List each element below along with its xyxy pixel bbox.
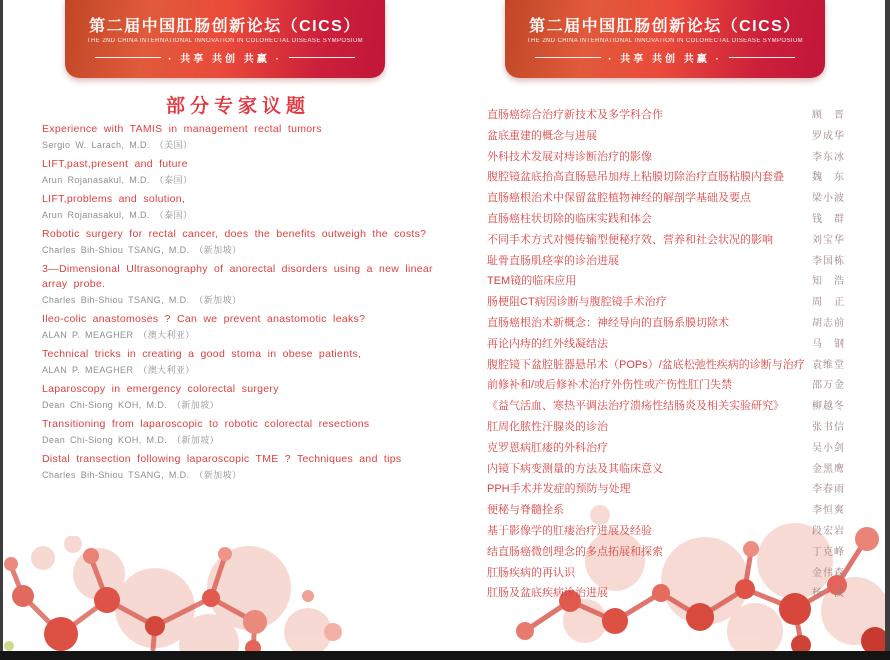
chinese-topic-list	[487, 106, 845, 605]
agenda-topic: 腹腔镜盆底抬高直肠悬吊加痔上粘膜切除治疗直肠粘膜内套叠	[487, 171, 784, 184]
agenda-item-cn	[487, 501, 845, 522]
agenda-item-cn	[487, 314, 845, 335]
agenda-item-cn	[487, 168, 845, 189]
agenda-speaker: 邵万金	[812, 380, 845, 392]
agenda-speaker: 张书信	[812, 421, 845, 433]
agenda-speaker: 李国栋	[812, 255, 845, 267]
agenda-topic: 3—Dimensional Ultrasonography of anorectal disorders using a new linear array probe.	[42, 263, 433, 290]
agenda-topic: 盆底重建的概念与进展	[487, 129, 597, 142]
agenda-speaker: 顾 晋	[812, 110, 845, 121]
english-topic-list	[42, 122, 456, 487]
agenda-speaker: 李恒爽	[812, 505, 845, 517]
agenda-speaker: 李春雨	[812, 484, 845, 496]
tagline-rule-left	[535, 57, 601, 58]
agenda-speaker: 段宏岩	[812, 525, 845, 537]
agenda-topic: 肛周化脓性汗腺炎的诊治	[487, 420, 608, 433]
agenda-topic: 外科技术发展对痔诊断治疗的影像	[487, 150, 652, 163]
agenda-topic: 直肠癌根治术中保留盆腔植物神经的解剖学基础及要点	[487, 192, 751, 205]
agenda-speaker: ALAN P. MEAGHER （澳大利亚）	[42, 329, 195, 340]
agenda-speaker: 钱 群	[812, 213, 845, 225]
agenda-item-cn	[487, 439, 845, 460]
agenda-item-en	[42, 312, 456, 341]
agenda-item-cn	[487, 335, 845, 356]
agenda-topic: 直肠癌柱状切除的临床实践和体会	[487, 212, 652, 225]
agenda-topic: LIFT,past,present and future	[42, 158, 188, 170]
agenda-item-cn	[487, 106, 845, 127]
agenda-item-cn	[487, 418, 845, 439]
agenda-item-cn	[487, 397, 845, 418]
agenda-speaker: 金黑鹰	[812, 463, 845, 475]
agenda-item-cn	[487, 356, 845, 377]
agenda-item-cn	[487, 564, 845, 585]
scan-edge-left	[0, 0, 3, 660]
agenda-item-cn	[487, 522, 845, 543]
agenda-speaker: Dean Chi-Siong KOH, M.D. （新加坡）	[42, 399, 220, 410]
agenda-topic: 肠梗阻CT病因诊断与腹腔镜手术治疗	[487, 296, 667, 309]
agenda-speaker: 金伟森	[812, 567, 845, 579]
agenda-item-cn	[487, 376, 845, 397]
agenda-topic: 《益气活血、寒热平调法治疗溃疡性结肠炎及相关实验研究》	[487, 400, 784, 413]
agenda-topic: Ileo-colic anastomoses ? Can we prevent anastomotic leaks?	[42, 312, 366, 325]
agenda-speaker: Dean Chi-Siong KOH, M.D. （新加坡）	[42, 434, 220, 445]
agenda-topic: Transitioning from laparoscopic to robotic colorectal resections	[42, 417, 370, 430]
agenda-item-cn	[487, 293, 845, 314]
agenda-speaker: Arun Rojanasakul, M.D. （泰国）	[42, 175, 193, 185]
agenda-topic: Experience with TAMIS in management rectal tumors	[42, 123, 322, 135]
conference-subtitle-en: THE 2ND CHINA INTERNATIONAL INNOVATION IN COLORECTAL DISEASE SYMPOSIUM	[526, 38, 804, 44]
agenda-topic: Technical tricks in creating a good stoma in obese patients,	[42, 347, 362, 360]
agenda-topic: Laparoscopy in emergency colorectal surgery	[42, 382, 279, 395]
agenda-topic: 不同手术方式对慢传输型便秘疗效、营养和社会状况的影响	[487, 233, 773, 246]
agenda-speaker: 丁克峰	[812, 546, 845, 558]
agenda-topic: Robotic surgery for rectal cancer, does the benefits outweigh the costs?	[42, 228, 427, 240]
agenda-topic: 肛肠及盆底疾病诊治进展	[487, 587, 608, 600]
agenda-speaker: 知 浩	[812, 276, 845, 288]
agenda-speaker: 杨 波	[812, 588, 845, 600]
tagline-rule-right	[289, 57, 355, 58]
agenda-item-cn	[487, 148, 845, 169]
agenda-speaker: 梁小波	[812, 193, 845, 205]
agenda-topic: 直肠癌综合治疗新技术及多学科合作	[487, 109, 663, 121]
agenda-item-en	[42, 382, 456, 411]
agenda-item-en	[42, 157, 456, 186]
agenda-topic: LIFT,problems and solution,	[42, 193, 186, 205]
agenda-item-en	[42, 417, 456, 446]
agenda-speaker: Charles Bih-Shiou TSANG, M.D. （新加坡）	[42, 245, 242, 255]
scan-edge-right	[885, 0, 890, 660]
conference-subtitle-en: THE 2ND CHINA INTERNATIONAL INNOVATION IN COLORECTAL DISEASE SYMPOSIUM	[86, 38, 364, 44]
agenda-item-cn	[487, 543, 845, 564]
agenda-item-en	[42, 452, 456, 481]
agenda-item-cn	[487, 252, 845, 273]
agenda-speaker: 马 钢	[812, 338, 845, 350]
agenda-speaker: 袁维堂	[812, 359, 845, 371]
agenda-speaker: 吴小剑	[812, 442, 845, 454]
page-title: 部分专家议题	[165, 96, 310, 117]
agenda-topic: 腹腔镜下盆腔脏器悬吊术（POPs）/盆底松弛性疾病的诊断与治疗	[487, 358, 805, 371]
agenda-item-en	[42, 262, 456, 306]
agenda-speaker: 罗成华	[812, 130, 845, 142]
tagline-text: · 共享 共创 共赢 ·	[168, 54, 282, 65]
agenda-speaker: ALAN P. MEAGHER （澳大利亚）	[42, 364, 195, 375]
tagline-rule-left	[95, 57, 161, 58]
agenda-speaker: Sergio W. Larach, M.D. （美国）	[42, 140, 193, 150]
agenda-speaker: 柳越冬	[812, 401, 845, 413]
agenda-item-cn	[487, 460, 845, 481]
agenda-topic: 基于影像学的肛瘘治疗进展及经验	[487, 524, 652, 537]
agenda-item-cn	[487, 210, 845, 231]
agenda-item-en	[42, 347, 456, 376]
agenda-topic: 结直肠癌微创理念的多点拓展和探索	[487, 545, 663, 558]
agenda-speaker: 周 正	[812, 297, 845, 309]
agenda-speaker: Charles Bih-Shiou TSANG, M.D. （新加坡）	[42, 294, 242, 305]
agenda-item-cn	[487, 584, 845, 605]
agenda-topic: 克罗恩病肛瘘的外科治疗	[487, 441, 608, 454]
conference-banner-left	[65, 0, 385, 78]
agenda-topic: 再论内痔的红外线凝结法	[487, 337, 608, 350]
agenda-topic: PPH手术并发症的预防与处理	[487, 483, 631, 496]
molecule-decoration-icon	[3, 536, 348, 651]
agenda-item-cn	[487, 480, 845, 501]
agenda-topic: 便秘与脊髓拴系	[487, 504, 564, 517]
conference-title: 第二届中国肛肠创新论坛（CICS）	[529, 18, 801, 35]
scan-edge-bottom	[0, 651, 890, 660]
tagline-text: · 共享 共创 共赢 ·	[608, 54, 722, 65]
conference-banner-right	[505, 0, 825, 78]
agenda-item-cn	[487, 189, 845, 210]
agenda-speaker: 魏 东	[812, 172, 845, 184]
agenda-topic: 肛肠疾病的再认识	[487, 566, 575, 579]
agenda-item-en	[42, 227, 456, 256]
conference-title: 第二届中国肛肠创新论坛（CICS）	[89, 18, 361, 35]
tagline-rule-right	[729, 57, 795, 58]
agenda-item-cn	[487, 127, 845, 148]
agenda-item-cn	[487, 231, 845, 252]
agenda-topic: 内镜下病变测量的方法及其临床意义	[487, 462, 663, 475]
agenda-item-en	[42, 192, 456, 221]
agenda-speaker: 刘宝华	[812, 234, 845, 246]
agenda-item-en	[42, 122, 456, 151]
agenda-topic: Distal transection following laparoscopic TME ? Techniques and tips	[42, 452, 402, 465]
agenda-topic: TEM镜的临床应用	[487, 275, 577, 288]
agenda-speaker: 李东冰	[812, 151, 845, 163]
agenda-item-cn	[487, 272, 845, 293]
conference-tagline	[65, 50, 385, 65]
agenda-speaker: Charles Bih-Shiou TSANG, M.D. （新加坡）	[42, 469, 242, 480]
agenda-topic: 耻骨直肠肌痉挛的诊治进展	[487, 254, 619, 267]
agenda-speaker: 胡志前	[812, 317, 845, 329]
agenda-topic: 直肠癌根治术新概念：神经导向的直肠系膜切除术	[487, 316, 729, 329]
agenda-speaker: Arun Rojanasakul, M.D. （泰国）	[42, 210, 193, 220]
agenda-topic: 前修补和/或后修补术治疗外伤性或产伤性肛门失禁	[487, 379, 733, 392]
conference-tagline	[505, 50, 825, 65]
